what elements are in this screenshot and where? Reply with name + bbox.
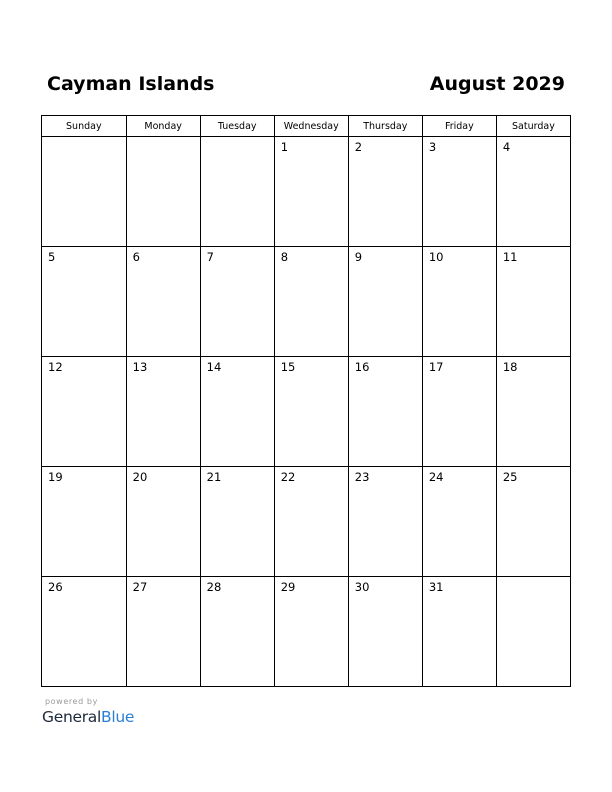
day-number: 13 bbox=[132, 360, 148, 374]
day-cell bbox=[42, 467, 127, 577]
day-number: 2 bbox=[354, 140, 363, 154]
day-cell bbox=[348, 247, 422, 357]
day-number: 16 bbox=[354, 360, 370, 374]
generalblue-logo[interactable] bbox=[42, 707, 134, 727]
day-cell bbox=[200, 247, 274, 357]
day-number: 12 bbox=[48, 360, 63, 374]
day-number: 5 bbox=[48, 250, 56, 264]
day-cell bbox=[422, 247, 496, 357]
day-cell bbox=[274, 357, 348, 467]
day-number bbox=[201, 137, 274, 140]
day-number bbox=[497, 577, 570, 580]
day-number: 27 bbox=[132, 580, 148, 594]
day-number: 10 bbox=[428, 250, 444, 264]
day-cell bbox=[274, 577, 348, 687]
day-cell bbox=[126, 137, 200, 247]
day-number: 21 bbox=[206, 470, 222, 484]
day-cell bbox=[42, 137, 127, 247]
weekday-sunday: Sunday bbox=[42, 116, 127, 137]
weekday-wednesday: Wednesday bbox=[274, 116, 348, 137]
brand-general-text: General bbox=[42, 708, 101, 726]
day-number: 22 bbox=[280, 470, 296, 484]
day-number: 30 bbox=[354, 580, 370, 594]
day-cell bbox=[348, 137, 422, 247]
day-cell bbox=[200, 137, 274, 247]
day-number: 18 bbox=[502, 360, 518, 374]
week-row bbox=[42, 357, 571, 467]
day-number: 7 bbox=[206, 250, 214, 264]
day-cell bbox=[42, 357, 127, 467]
weekday-monday: Monday bbox=[126, 116, 200, 137]
powered-by-text: powered by bbox=[45, 697, 98, 706]
day-cell bbox=[126, 577, 200, 687]
weekday-friday: Friday bbox=[422, 116, 496, 137]
day-number: 3 bbox=[428, 140, 437, 154]
day-cell bbox=[200, 577, 274, 687]
day-cell bbox=[422, 137, 496, 247]
day-cell bbox=[274, 467, 348, 577]
day-cell bbox=[200, 467, 274, 577]
day-number: 11 bbox=[502, 250, 518, 264]
day-cell bbox=[274, 137, 348, 247]
footer-branding bbox=[42, 696, 134, 727]
day-cell bbox=[496, 357, 570, 467]
day-number: 8 bbox=[280, 250, 289, 264]
day-number: 1 bbox=[280, 140, 289, 154]
day-cell bbox=[126, 357, 200, 467]
country-title: Cayman Islands bbox=[47, 73, 215, 95]
day-number bbox=[42, 137, 126, 140]
day-cell bbox=[496, 137, 570, 247]
day-number: 14 bbox=[206, 360, 222, 374]
month-year-title: August 2029 bbox=[429, 73, 565, 95]
day-cell bbox=[348, 357, 422, 467]
day-cell bbox=[348, 577, 422, 687]
day-cell bbox=[42, 247, 127, 357]
day-cell bbox=[496, 577, 570, 687]
day-cell bbox=[126, 247, 200, 357]
day-cell bbox=[42, 577, 127, 687]
day-number: 26 bbox=[48, 580, 63, 594]
day-number: 19 bbox=[48, 470, 63, 484]
week-row bbox=[42, 467, 571, 577]
day-number: 4 bbox=[502, 140, 511, 154]
day-cell bbox=[126, 467, 200, 577]
day-number: 24 bbox=[428, 470, 444, 484]
brand-blue-text: Blue bbox=[100, 708, 135, 726]
day-cell bbox=[496, 247, 570, 357]
week-row bbox=[42, 247, 571, 357]
day-number: 15 bbox=[280, 360, 296, 374]
day-cell bbox=[496, 467, 570, 577]
calendar-grid bbox=[41, 115, 571, 687]
day-number: 23 bbox=[354, 470, 370, 484]
day-cell bbox=[200, 357, 274, 467]
day-number: 6 bbox=[132, 250, 140, 264]
weekday-saturday: Saturday bbox=[496, 116, 570, 137]
day-number: 28 bbox=[206, 580, 222, 594]
day-number: 29 bbox=[280, 580, 296, 594]
day-cell bbox=[422, 357, 496, 467]
day-number: 20 bbox=[132, 470, 148, 484]
weekday-thursday: Thursday bbox=[348, 116, 422, 137]
day-cell bbox=[422, 467, 496, 577]
day-cell bbox=[348, 467, 422, 577]
day-cell bbox=[422, 577, 496, 687]
weekday-header-row bbox=[42, 116, 571, 137]
day-number: 9 bbox=[354, 250, 363, 264]
day-number bbox=[127, 137, 200, 140]
day-number: 31 bbox=[428, 580, 444, 594]
day-cell bbox=[274, 247, 348, 357]
week-row bbox=[42, 137, 571, 247]
weekday-tuesday: Tuesday bbox=[200, 116, 274, 137]
week-row bbox=[42, 577, 571, 687]
day-number: 25 bbox=[502, 470, 518, 484]
day-number: 17 bbox=[428, 360, 444, 374]
